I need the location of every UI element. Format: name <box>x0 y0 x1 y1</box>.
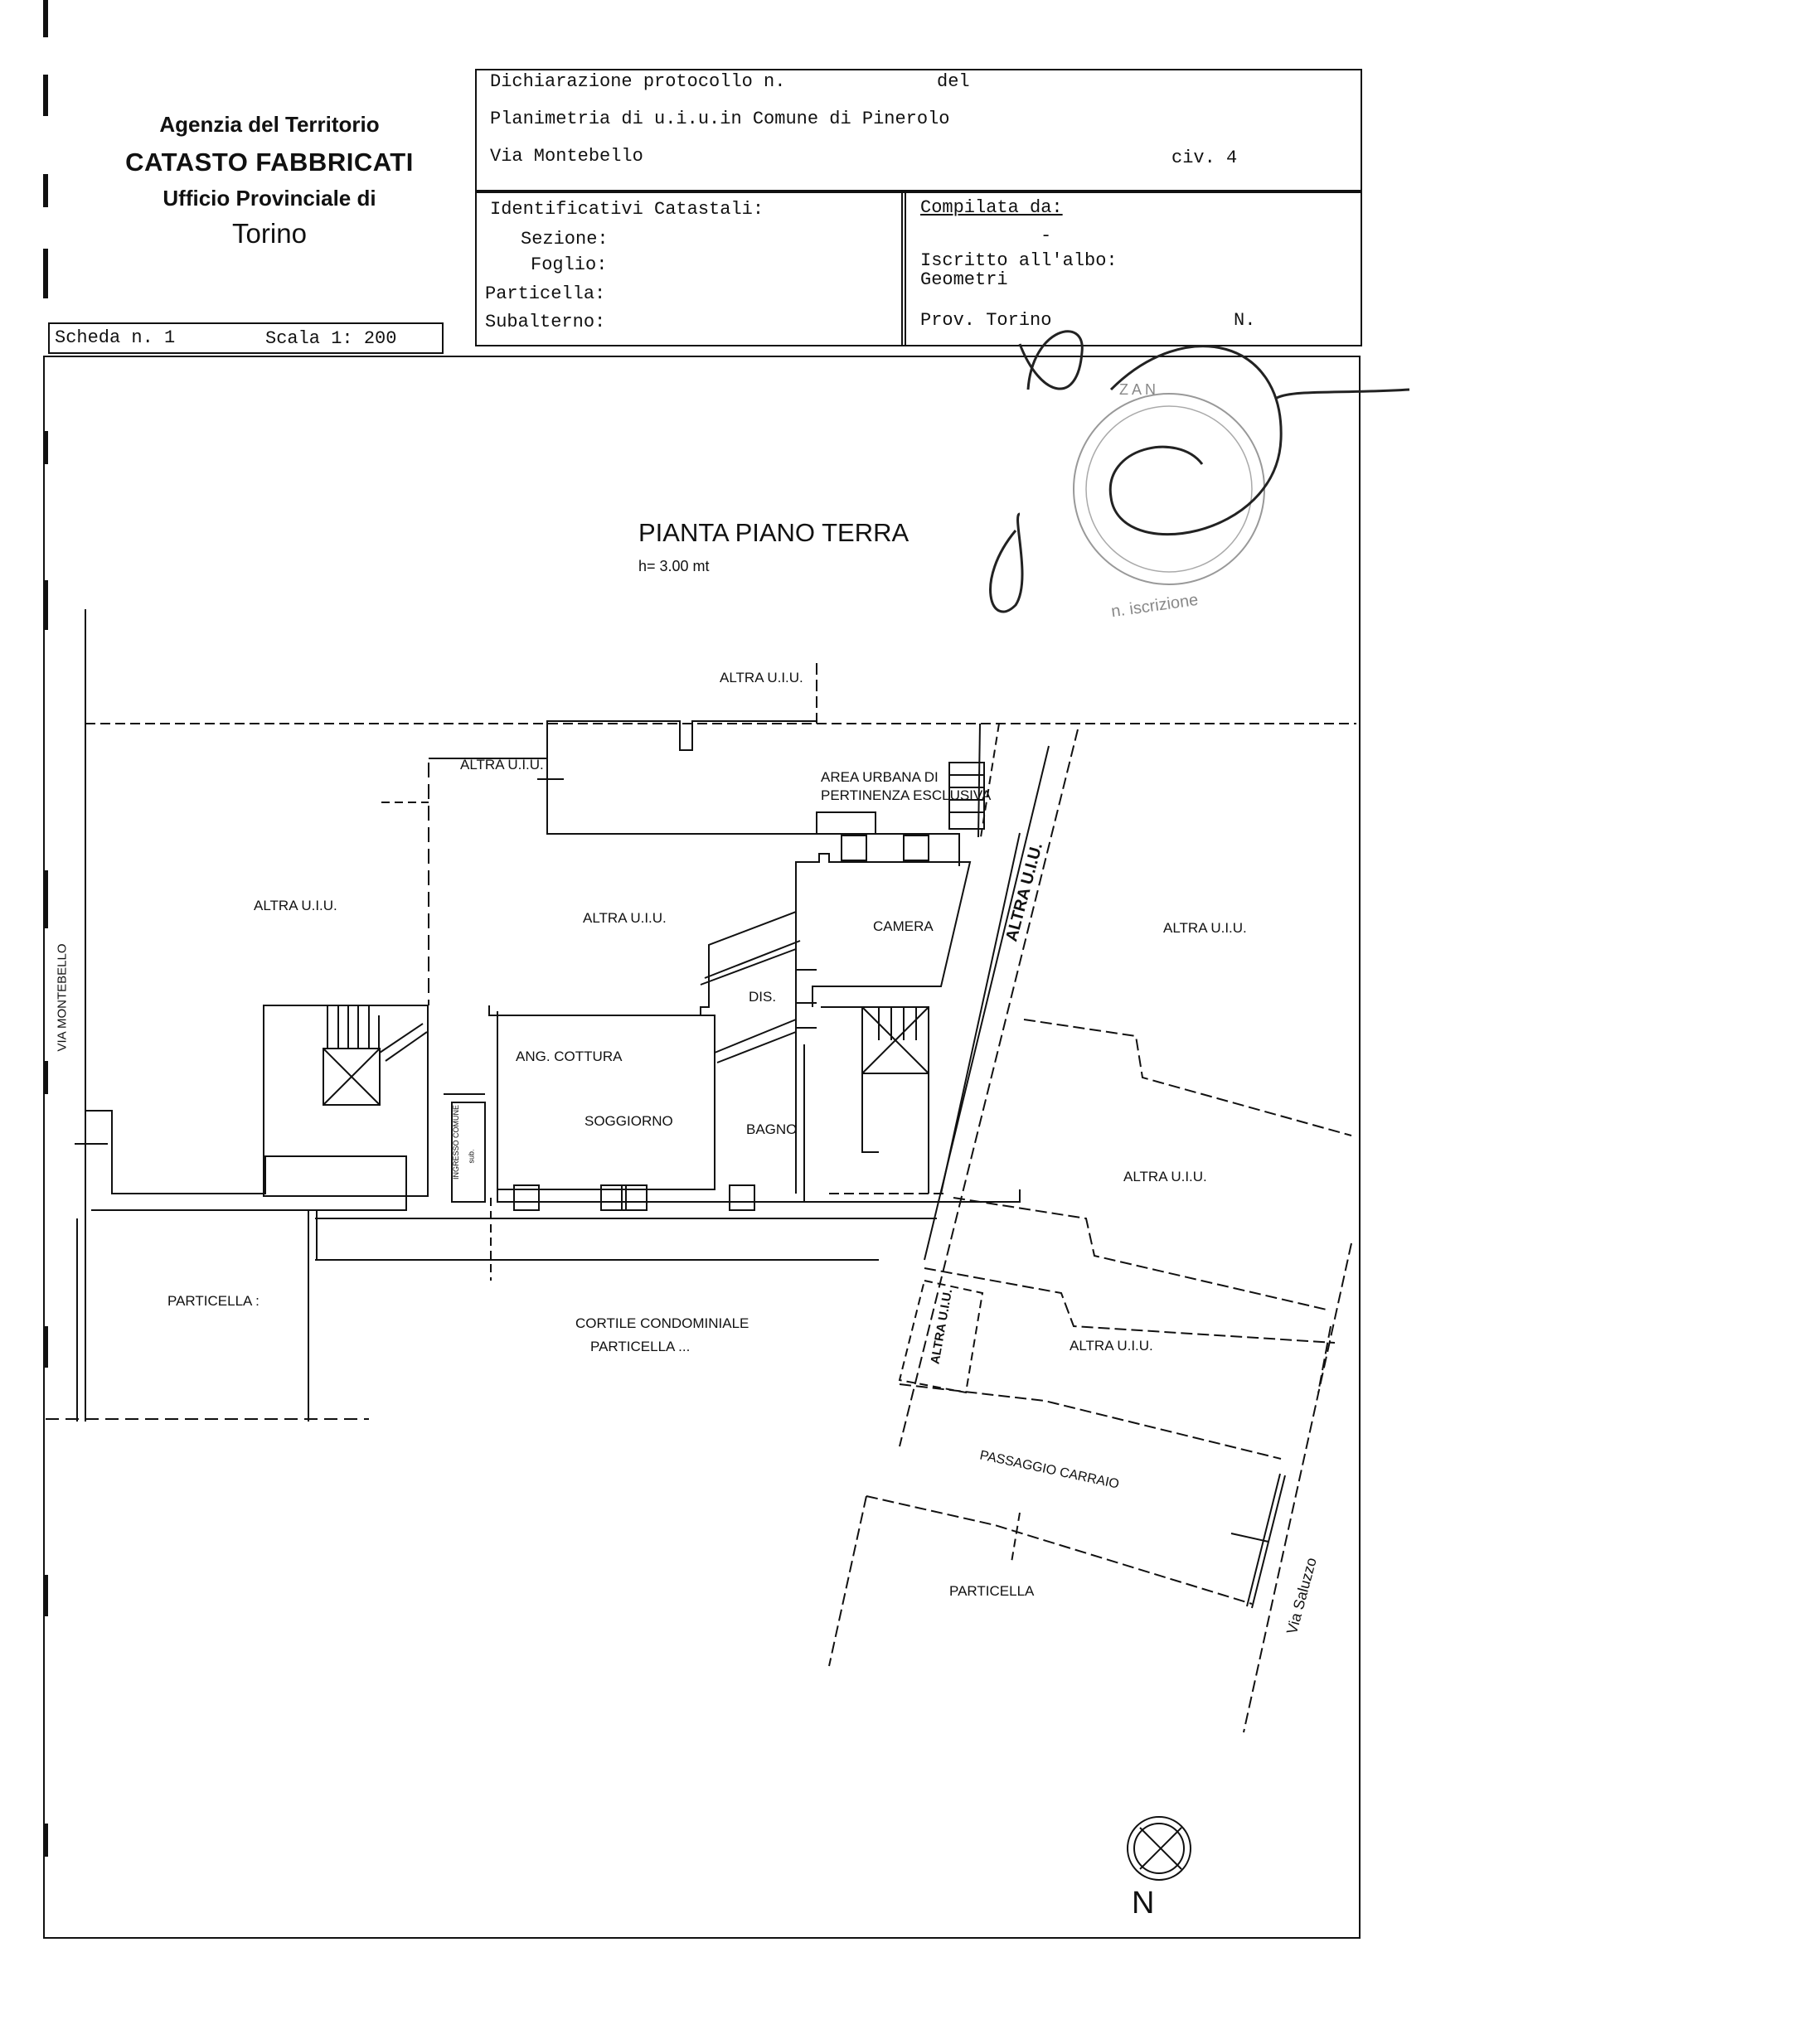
label-altra-small-diag: ALTRA U.I.U. <box>928 1287 956 1366</box>
scala-label: Scala 1: 200 <box>265 328 397 349</box>
del-label: del <box>937 71 970 92</box>
label-particella-left: PARTICELLA : <box>167 1293 260 1309</box>
office-name: Ufficio Provinciale di <box>162 186 376 211</box>
protocol-label: Dichiarazione protocollo n. <box>490 71 786 92</box>
label-altra-left: ALTRA U.I.U. <box>254 898 337 913</box>
planimetria-label: Planimetria di u.i.u.in Comune di Pinerolo <box>490 109 950 129</box>
n-label: N. <box>1234 310 1256 331</box>
label-area-2: PERTINENZA ESCLUSIVA <box>821 787 992 803</box>
label-cortile: CORTILE CONDOMINIALE <box>575 1315 749 1331</box>
office-city: Torino <box>232 218 307 249</box>
scheda-label: Scheda n. 1 <box>55 327 176 348</box>
label-particella-center: PARTICELLA ... <box>590 1339 691 1354</box>
label-via-saluzzo: Via Saluzzo <box>1283 1556 1320 1636</box>
plan-title: PIANTA PIANO TERRA <box>638 518 910 547</box>
compiler-title: Compilata da: <box>920 197 1063 218</box>
label-area-1: AREA URBANA DI <box>821 769 939 785</box>
agency-name: Agenzia del Territorio <box>159 112 380 137</box>
label-particella-bottom: PARTICELLA <box>949 1583 1035 1599</box>
label-ingresso: INGRESSO COMUNE <box>452 1104 461 1180</box>
iscritto-label: Iscritto all'albo: <box>920 250 1118 271</box>
label-passaggio: PASSAGGIO CARRAIO <box>978 1448 1121 1492</box>
label-bagno: BAGNO <box>746 1121 798 1137</box>
label-dis: DIS. <box>749 989 777 1005</box>
civ-label: civ. 4 <box>1171 148 1238 168</box>
label-altra-top: ALTRA U.I.U. <box>720 670 803 685</box>
stamp-text-bottom: n. iscrizione <box>1109 590 1200 622</box>
label-altra-diag: ALTRA U.I.U. <box>1002 840 1047 944</box>
label-camera: CAMERA <box>873 918 934 934</box>
label-altra-center: ALTRA U.I.U. <box>583 910 667 926</box>
particella-label: Particella: <box>485 283 606 304</box>
label-altra-right3: ALTRA U.I.U. <box>1070 1338 1153 1354</box>
label-via-montebello: VIA MONTEBELLO <box>55 943 70 1052</box>
identifiers-title: Identificativi Catastali: <box>490 199 764 220</box>
foglio-label: Foglio: <box>531 254 608 275</box>
subalterno-label: Subalterno: <box>485 312 606 332</box>
catasto-title: CATASTO FABBRICATI <box>125 148 414 177</box>
label-altra-right: ALTRA U.I.U. <box>1163 920 1247 936</box>
stamp-signature <box>991 332 1409 612</box>
plan-frame <box>44 356 1360 1938</box>
label-soggiorno: SOGGIORNO <box>585 1113 673 1129</box>
label-altra-right2: ALTRA U.I.U. <box>1123 1169 1207 1184</box>
label-altra-small: ALTRA U.I.U. <box>460 757 544 773</box>
label-ang-cottura: ANG. COTTURA <box>516 1049 623 1064</box>
compiler-dash: - <box>1040 225 1052 246</box>
albo-label: Geometri <box>920 269 1008 290</box>
north-label: N <box>1132 1886 1155 1920</box>
plan-height: h= 3.00 mt <box>638 558 710 574</box>
label-sub: sub. <box>467 1149 476 1164</box>
stamp-text-top: Z A N <box>1119 381 1157 398</box>
sezione-label: Sezione: <box>521 229 609 249</box>
street-label: Via Montebello <box>490 146 643 167</box>
prov-label: Prov. Torino <box>920 310 1052 331</box>
